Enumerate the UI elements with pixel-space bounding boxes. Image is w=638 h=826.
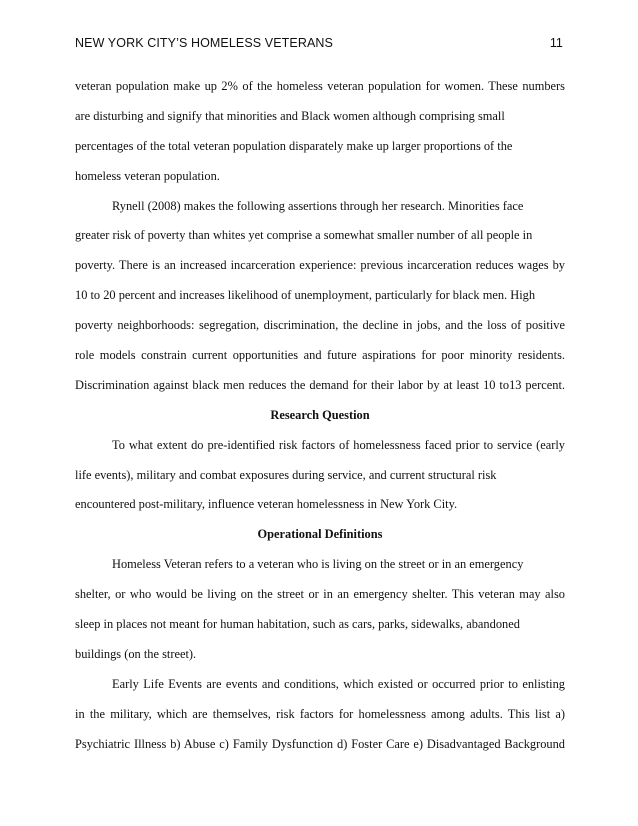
- text-line: in the military, which are themselves, risk factors for homelessness among adults. This list a): [75, 706, 565, 721]
- running-head: [75, 36, 563, 56]
- page-number: 11: [549, 36, 563, 50]
- text-line: homeless veteran population.: [75, 168, 220, 183]
- body-text: [75, 72, 565, 759]
- text-line: greater risk of poverty than whites yet comprise a somewhat smaller number of all people in: [75, 228, 533, 243]
- text-line: veteran population make up 2% of the homeless veteran population for women. These numbers: [75, 79, 565, 93]
- section-heading: Research Question: [270, 407, 370, 422]
- text-line: Early Life Events are events and conditions, which existed or occurred prior to enlisting: [112, 676, 565, 691]
- text-line: Psychiatric Illness b) Abuse c) Family Dysfunction d) Foster Care e) Disadvantaged Background: [75, 736, 565, 751]
- text-line: life events), military and combat exposures during service, and current structural risk: [75, 467, 497, 482]
- text-line: Homeless Veteran refers to a veteran who is living on the street or in an emergency: [112, 557, 524, 572]
- text-line: To what extent do pre-identified risk factors of homelessness faced prior to service (early: [112, 437, 565, 452]
- text-line: poverty neighborhoods: segregation, discrimination, the decline in jobs, and the loss of positive: [75, 318, 565, 333]
- text-line: poverty. There is an increased incarceration experience: previous incarceration reduces wages by: [75, 258, 565, 273]
- text-line: encountered post-military, influence veteran homelessness in New York City.: [75, 497, 458, 512]
- section-heading: Operational Definitions: [257, 527, 383, 542]
- running-head-title: NEW YORK CITY’S HOMELESS VETERANS: [75, 36, 333, 50]
- text-line: Rynell (2008) makes the following assertions through her research. Minorities face: [112, 198, 524, 213]
- text-line: shelter, or who would be living on the street or in an emergency shelter. This veteran may also: [75, 587, 565, 602]
- text-line: are disturbing and signify that minorities and Black women although comprising small: [75, 108, 505, 123]
- text-line: percentages of the total veteran population disparately make up larger proportions of the: [75, 138, 513, 153]
- text-line: 10 to 20 percent and increases likelihood of unemployment, particularly for black men. High: [75, 288, 536, 303]
- text-line: buildings (on the street).: [75, 646, 197, 661]
- text-line: sleep in places not meant for human habitation, such as cars, parks, sidewalks, abandoned: [75, 617, 520, 632]
- text-line: Discrimination against black men reduces the demand for their labor by at least 10 to13 percent.: [75, 377, 565, 392]
- text-line: role models constrain current opportunities and future aspirations for poor minority residents.: [75, 348, 565, 363]
